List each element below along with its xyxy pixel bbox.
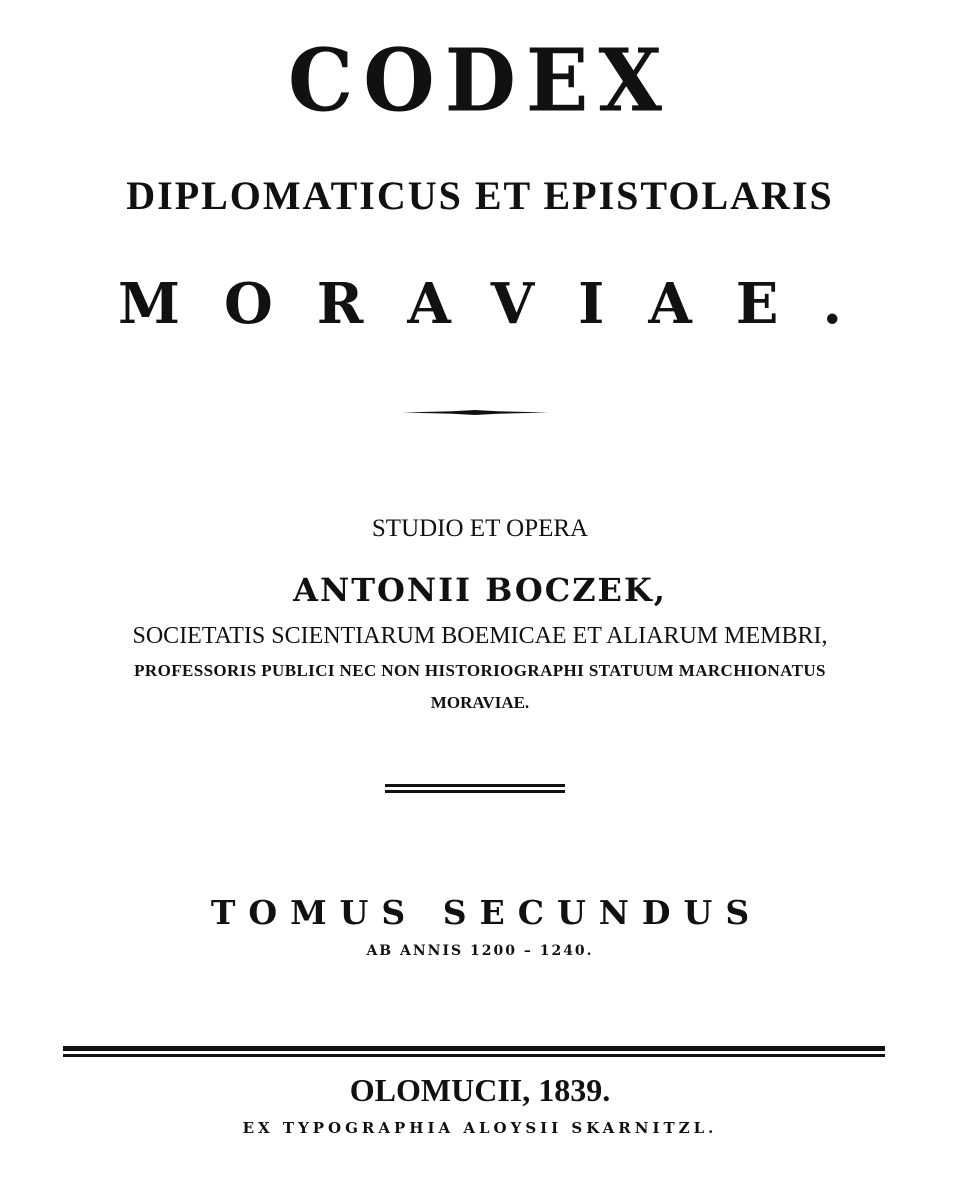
double-rule-middle [385,784,565,793]
ornamental-rule-top [402,410,548,415]
author-intro: STUDIO ET OPERA [371,515,589,542]
author-name: ANTONII BOCZEK, [293,571,667,609]
subtitle-line-2: MORAVIAE. [118,271,886,337]
double-rule-bottom [63,1046,885,1058]
subtitle-line-1: DIPLOMATICUS ET EPISTOLARIS [126,173,834,218]
volume-years: AB ANNIS 1200 – 1240. [366,943,594,959]
book-title: CODEX [288,30,672,132]
affiliation-line-1: SOCIETATIS SCIENTIARUM BOEMICAE ET ALIARUM MEMBRI, [132,623,828,649]
affiliation-line-2: PROFESSORIS PUBLICI NEC NON HISTORIOGRAPHI STATUUM MARCHIONATUS [134,661,826,680]
imprint-printer: EX TYPOGRAPHIA ALOYSII SKARNITZL. [242,1119,718,1137]
imprint-place-year: OLOMUCII, 1839. [349,1072,611,1108]
affiliation-line-3: MORAVIAE. [430,693,530,712]
volume-title: TOMUS SECUNDUS [210,893,763,932]
